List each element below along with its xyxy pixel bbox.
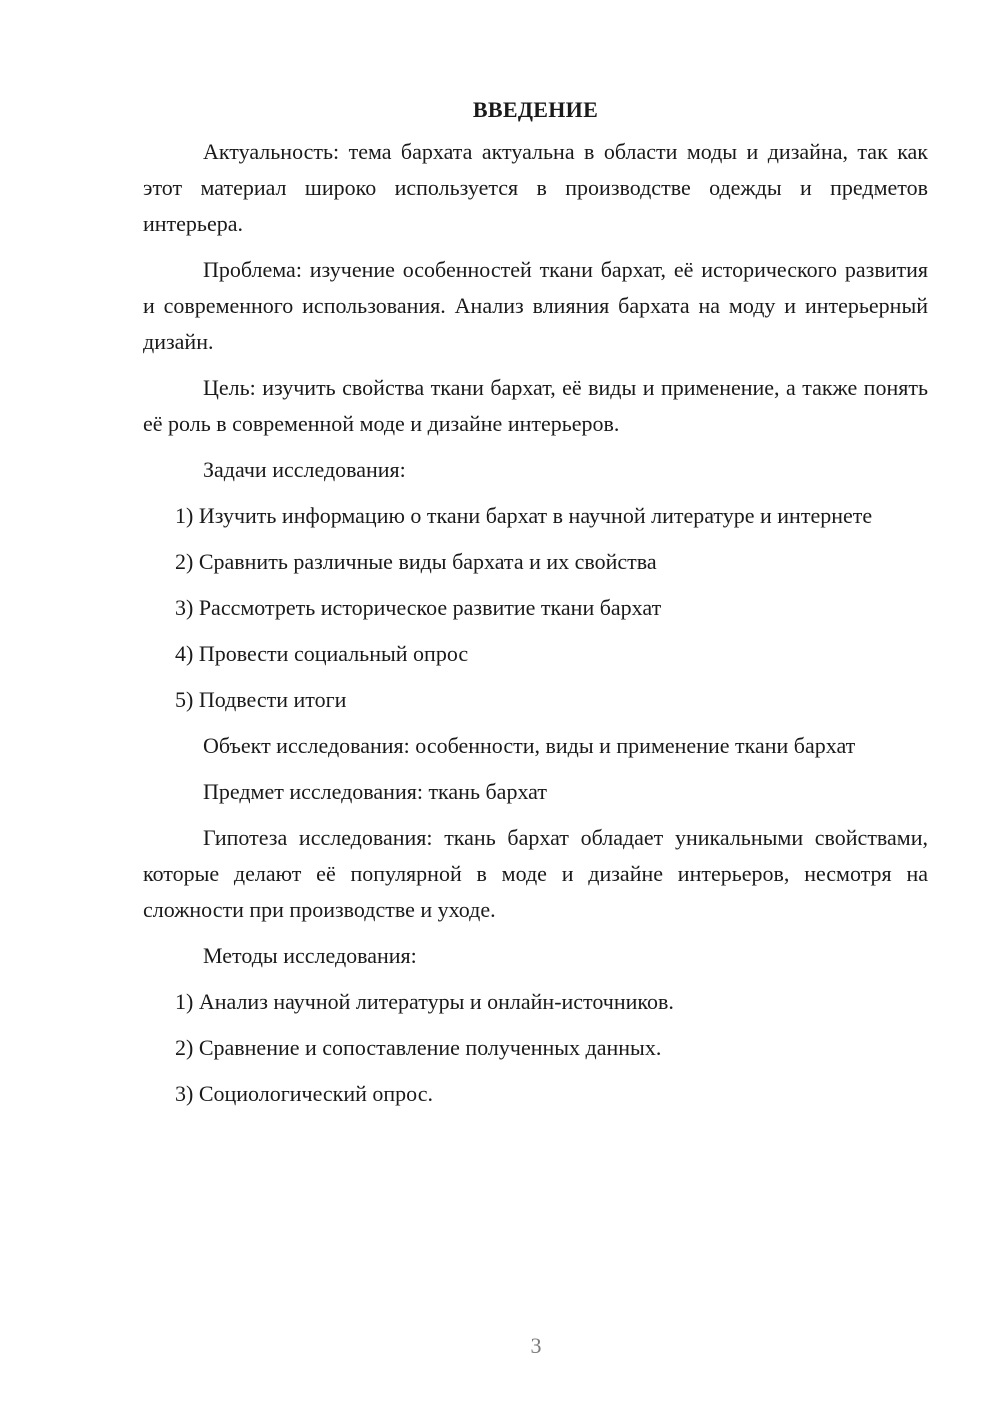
paragraph-relevance: Актуальность: тема бархата актуальна в области моды и дизайна, так как этот материал широко используется в производстве одежды и предметов интерьера.	[143, 139, 928, 236]
page-title: ВВЕДЕНИЕ	[472, 97, 599, 122]
methods-heading: Методы исследования:	[203, 943, 417, 968]
list-item: 5) Подвести итоги	[175, 687, 347, 712]
list-item: 1) Анализ научной литературы и онлайн-источников.	[175, 989, 674, 1014]
list-item: 4) Провести социальный опрос	[175, 641, 469, 666]
paragraph-problem: Проблема: изучение особенностей ткани бархат, её исторического развития и современного использования. Анализ влияния бархата на моду и интерьерный дизайн.	[143, 257, 928, 354]
paragraph-object: Объект исследования: особенности, виды и применение ткани бархат	[203, 733, 856, 758]
list-item: 3) Социологический опрос.	[175, 1081, 433, 1106]
tasks-list	[143, 498, 928, 718]
list-item: 3) Рассмотреть историческое развитие ткани бархат	[175, 595, 662, 620]
methods-list	[143, 984, 928, 1112]
page-number: 3	[530, 1333, 542, 1358]
paragraph-goal: Цель: изучить свойства ткани бархат, её виды и применение, а также понять её роль в современной моде и дизайне интерьеров.	[143, 375, 928, 436]
paragraph-hypothesis: Гипотеза исследования: ткань бархат обладает уникальными свойствами, которые делают её популярной в моде и дизайне интерьеров, несмотря на сложности при производстве и уходе.	[143, 825, 928, 922]
document-page	[143, 92, 928, 1122]
list-item: 2) Сравнить различные виды бархата и их свойства	[175, 549, 657, 574]
paragraph-subject: Предмет исследования: ткань бархат	[203, 779, 547, 804]
list-item: 2) Сравнение и сопоставление полученных данных.	[175, 1035, 662, 1060]
list-item: 1) Изучить информацию о ткани бархат в научной литературе и интернете	[175, 503, 873, 528]
tasks-heading: Задачи исследования:	[203, 457, 406, 482]
